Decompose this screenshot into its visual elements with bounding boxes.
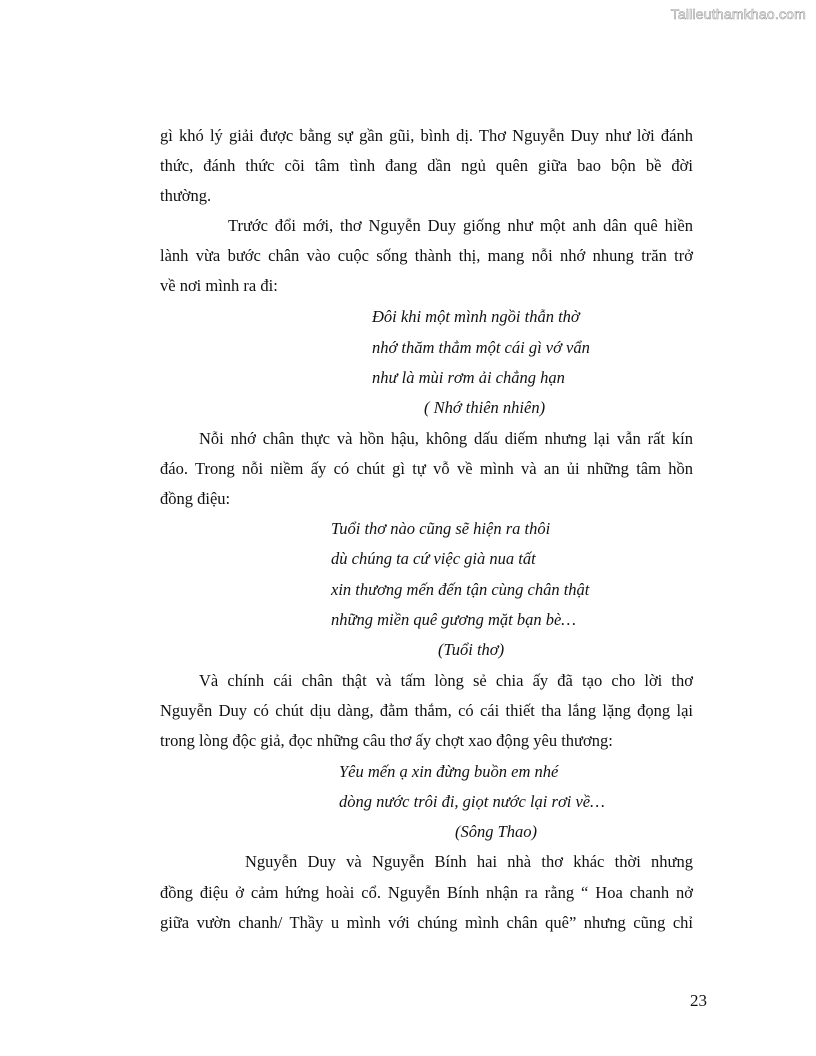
- verse-source: (Tuổi thơ): [438, 640, 505, 659]
- body-line: thường.: [160, 186, 212, 205]
- body-line: trong lòng độc giả, đọc những câu thơ ấy chợt xao động yêu thương:: [160, 731, 613, 750]
- body-line: về nơi mình ra đi:: [160, 276, 278, 295]
- verse-line: Đôi khi một mình ngồi thẫn thờ: [372, 307, 580, 326]
- body-line: đồng điệu:: [160, 489, 231, 508]
- body-line: Nguyễn Duy và Nguyễn Bính hai nhà thơ khác thời nhưng: [245, 852, 693, 871]
- watermark: Tailieuthamkhao.com: [670, 6, 806, 22]
- verse-line: nhớ thăm thẳm một cái gì vớ vẩn: [372, 338, 590, 357]
- body-line: đồng điệu ở cảm hứng hoài cổ. Nguyễn Bính nhận ra rằng “ Hoa chanh nở: [160, 883, 693, 902]
- verse-line: xin thương mến đến tận cùng chân thật: [331, 580, 590, 599]
- verse-line: Yêu mến ạ xin đừng buồn em nhé: [339, 762, 559, 781]
- body-line: lành vừa bước chân vào cuộc sống thành thị, mang nỗi nhớ nhung trăn trở: [160, 246, 693, 265]
- verse-line: dù chúng ta cứ việc già nua tất: [331, 549, 536, 568]
- verse-line: những miền quê gương mặt bạn bè…: [331, 610, 576, 629]
- body-line: gì khó lý giải được bằng sự gần gũi, bình dị. Thơ Nguyễn Duy như lời đánh: [160, 126, 693, 145]
- verse-source: (Sông Thao): [455, 822, 538, 841]
- body-line: Và chính cái chân thật và tấm lòng sẻ chia ấy đã tạo cho lời thơ: [199, 671, 693, 690]
- body-line: giữa vườn chanh/ Thầy u mình với chúng mình chân quê” nhưng cũng chỉ: [160, 913, 693, 932]
- page-number: 23: [690, 991, 707, 1010]
- body-line: Nỗi nhớ chân thực và hồn hậu, không dấu diếm nhưng lại vẫn rất kín: [199, 429, 693, 448]
- body-line: Nguyễn Duy có chút dịu dàng, đằm thắm, có cái thiết tha lắng lặng đọng lại: [160, 701, 693, 720]
- verse-line: dòng nước trôi đi, giọt nước lại rơi về…: [339, 792, 605, 811]
- body-line: đáo. Trong nỗi niềm ấy có chút gì tự vỗ về mình và an ủi những tâm hồn: [160, 459, 693, 478]
- verse-line: Tuổi thơ nào cũng sẽ hiện ra thôi: [331, 519, 551, 538]
- verse-source: ( Nhớ thiên nhiên): [424, 398, 546, 417]
- verse-line: như là mùi rơm ải chẳng hạn: [372, 368, 565, 387]
- body-line: thức, đánh thức cõi tâm tình đang dần ngủ quên giữa bao bộn bề đời: [160, 156, 693, 175]
- body-line: Trước đổi mới, thơ Nguyễn Duy giống như một anh dân quê hiền: [228, 216, 693, 235]
